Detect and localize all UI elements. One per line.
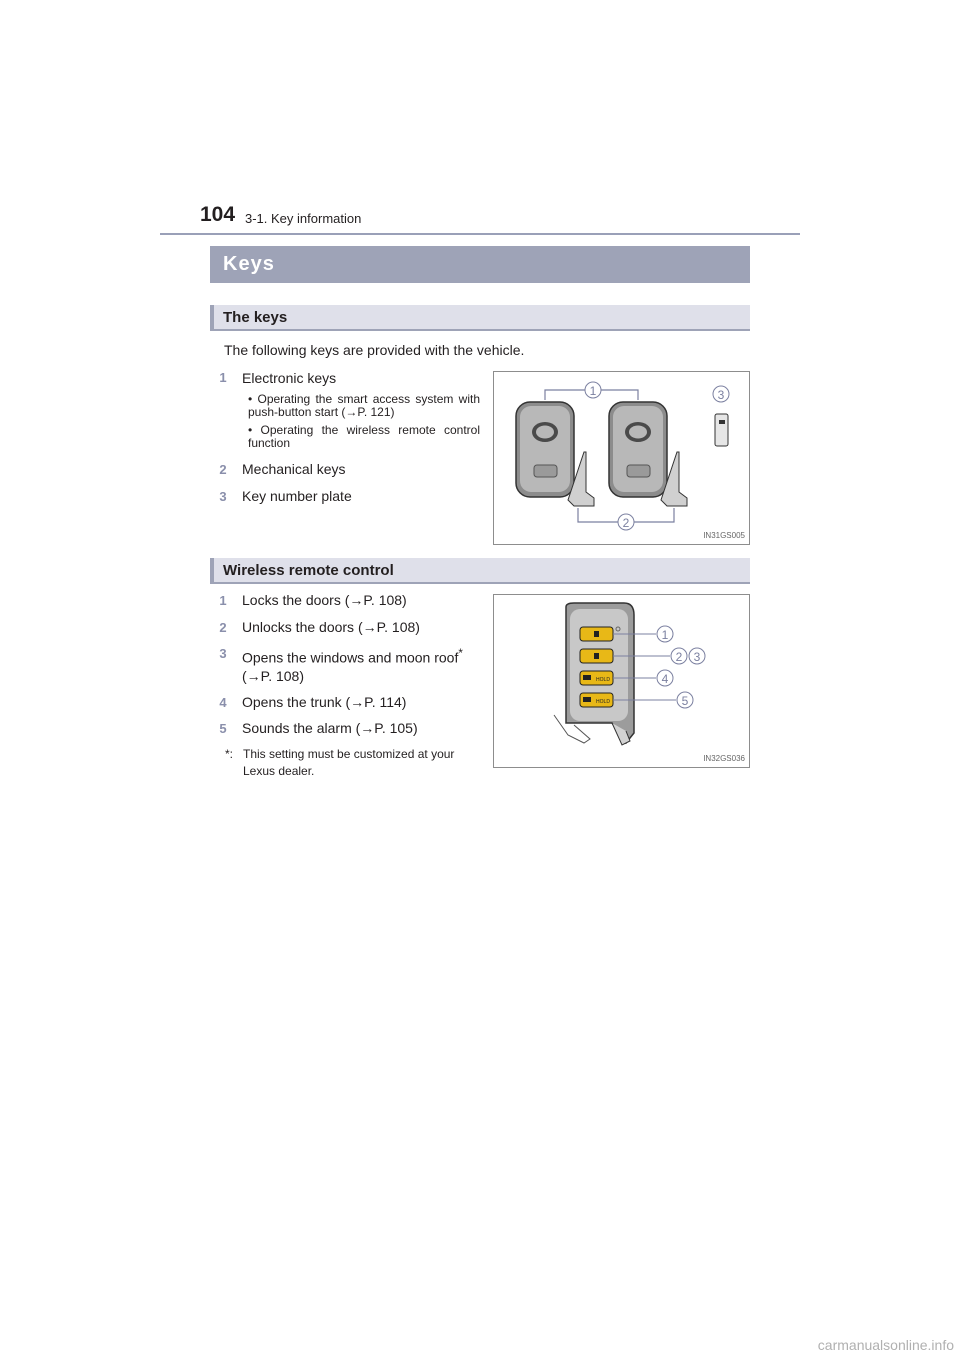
button-unlock-icon: [580, 649, 613, 663]
remote-item-windows-label: Opens the windows and moon roof: [242, 649, 459, 666]
remote-item-windows-ref: (→P. 108): [242, 668, 304, 684]
item-number: 3: [219, 646, 227, 661]
callout-number: 5: [681, 694, 689, 708]
button-alarm-icon: [580, 693, 613, 707]
footnote-marker: *:: [225, 747, 234, 761]
remote-figure: [493, 594, 750, 768]
bullet-item: • Operating the wireless remote control function: [248, 423, 480, 450]
key-number-plate: [715, 414, 728, 446]
footer-text: carmanualsonline.info: [817, 1337, 954, 1353]
callout-number: 3: [717, 388, 725, 402]
callout-number: 2: [675, 650, 683, 664]
section-heading-keys: The keys: [210, 305, 750, 331]
remote-item-alarm: Sounds the alarm (→P. 105): [242, 720, 418, 736]
callout-number: 2: [622, 516, 630, 530]
remote-item-trunk: Opens the trunk (→P. 114): [242, 694, 407, 710]
footnote-text: This setting must be customized at your Lexus dealer.: [243, 747, 455, 778]
button-lock-icon: [580, 627, 613, 641]
footer-watermark: [0, 1337, 960, 1353]
figure-code: IN31GS005: [703, 531, 745, 540]
item-number: 1: [219, 370, 227, 385]
page-number: 104: [200, 203, 236, 226]
keys-intro: The following keys are provided with the vehicle.: [224, 342, 525, 358]
remote-item-unlock: Unlocks the doors (→P. 108): [242, 619, 420, 635]
callout-number: 1: [661, 628, 669, 642]
remote-item-lock: Locks the doors (→P. 108): [242, 592, 407, 608]
bullet-item: • Operating the smart access system with push-button start (→P. 121): [248, 392, 480, 419]
remote-item-windows: [242, 645, 463, 667]
callout-number: 4: [661, 672, 669, 686]
item-number: 2: [219, 462, 227, 477]
item-number: 4: [219, 695, 227, 710]
button-trunk-icon: [580, 671, 613, 685]
callout-number: 1: [589, 384, 597, 398]
header-divider: [160, 233, 800, 235]
button-label: HOLD: [596, 677, 610, 683]
footnote-marker: *: [458, 647, 463, 660]
item-number: 1: [219, 593, 227, 608]
section-reference: 3-1. Key information: [245, 211, 362, 226]
key-item-electronic: Electronic keys: [242, 370, 337, 386]
key-item-mechanical: Mechanical keys: [242, 461, 346, 477]
electronic-key-right: [609, 402, 687, 506]
item-number: 2: [219, 620, 227, 635]
keys-figure: [493, 371, 750, 545]
key-item-plate: Key number plate: [242, 488, 352, 504]
item-number: 5: [219, 721, 227, 736]
page-title: Keys: [210, 246, 750, 283]
callout-number: 3: [693, 650, 701, 664]
button-label: HOLD: [596, 699, 610, 705]
section-heading-remote: Wireless remote control: [210, 558, 750, 584]
item-number: 3: [219, 489, 227, 504]
figure-code: IN32GS036: [703, 754, 745, 763]
electronic-key-left: [516, 402, 594, 506]
